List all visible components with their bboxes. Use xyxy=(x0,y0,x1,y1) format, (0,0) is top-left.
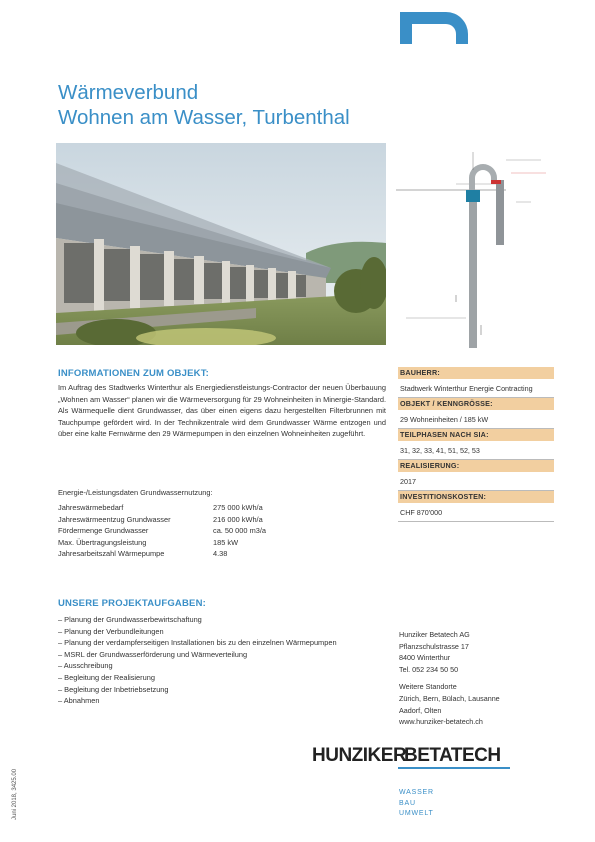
list-item: – MSRL der Grundwasserförderung und Wärmeverteilung xyxy=(58,649,248,659)
title-line-1: Wärmeverbund xyxy=(58,81,199,104)
list-item: – Planung der verdampferseitigen Installationen bis zu den einzelnen Wärmepumpen xyxy=(58,638,337,648)
tagline-1: WASSER xyxy=(399,789,434,796)
website-link[interactable]: www.hunziker-betatech.ch xyxy=(399,717,483,727)
logo-mark-icon xyxy=(400,12,468,44)
tasks-heading: UNSERE PROJEKTAUFGABEN: xyxy=(58,598,206,609)
tagline-3: UMWELT xyxy=(399,810,434,817)
page-title xyxy=(58,80,350,130)
energy-row xyxy=(58,548,333,560)
energy-value: 216 000 kWh/a xyxy=(213,514,263,524)
info-value-costs: CHF 870'000 xyxy=(398,503,554,522)
project-info-box xyxy=(398,367,554,522)
info-label-object: OBJEKT / KENNGRÖSSE: xyxy=(398,398,554,410)
energy-label: Fördermenge Grundwasser xyxy=(58,526,149,536)
energy-row xyxy=(58,525,333,537)
energy-value: 185 kW xyxy=(213,537,239,547)
document-code: Juni 2018, 3425.00 xyxy=(12,768,18,820)
brand-right: BETATECH xyxy=(404,745,501,766)
other-locations-label: Weitere Standorte xyxy=(399,682,457,692)
building-photo xyxy=(56,143,386,345)
company-name: Hunziker Betatech AG xyxy=(399,630,470,639)
info-value-client: Stadtwerk Winterthur Energie Contracting xyxy=(398,379,554,398)
energy-row xyxy=(58,537,333,549)
tagline-2: BAU xyxy=(399,799,416,807)
object-info-text: Im Auftrag des Stadtwerks Winterthur als Energiedienstleistungs-Contractor der neuen Überbauung „Wohnen am Wasser“ planen wir die Wärmeversorgung für 29 Wohneinheiten in Minergie-Standard. Als Wärmequelle dient Grundwasser, das über einen eigens dazu hergestellten Filterbrunnen mit Tauchpumpe gefördert wird. In der Technikzentrale wird dem Grundwasser Wärme entzogen und über eine kalte Fernwärme den 29 Wärmepumpen in den einzelnen Wohneinheiten zugeführt. xyxy=(58,383,386,439)
list-item: – Begleitung der Inbetriebsetzung xyxy=(58,684,169,694)
info-label-costs: INVESTITIONSKOSTEN: xyxy=(398,491,554,503)
list-item: – Begleitung der Realisierung xyxy=(58,672,155,682)
list-item: – Abnahmen xyxy=(58,696,100,706)
energy-row xyxy=(58,502,333,514)
street: Pflanzschulstrasse 17 xyxy=(399,641,469,651)
other-locations-2: Aadorf, Olten xyxy=(399,705,442,715)
brand-underline xyxy=(398,767,510,769)
tasks-list xyxy=(58,614,388,707)
title-line-2: Wohnen am Wasser, Turbenthal xyxy=(58,106,350,129)
energy-label: Max. Übertragungsleistung xyxy=(58,537,147,547)
brand-left: HUNZIKER xyxy=(312,745,407,766)
brand-logo xyxy=(312,745,512,771)
energy-row xyxy=(58,514,333,526)
info-value-realization: 2017 xyxy=(398,472,554,491)
contact-block xyxy=(399,629,500,728)
list-item: – Planung der Verbundleitungen xyxy=(58,626,164,636)
energy-value: ca. 50 000 m3/a xyxy=(213,526,267,536)
brand-tagline xyxy=(399,788,434,820)
info-label-client: BAUHERR: xyxy=(398,367,554,379)
energy-label: Jahreswärmebedarf xyxy=(58,503,124,512)
phone: Tel. 052 234 50 50 xyxy=(399,664,459,674)
energy-value: 4.38 xyxy=(213,549,228,559)
city: 8400 Winterthur xyxy=(399,653,451,663)
well-diagram xyxy=(396,140,556,350)
energy-value: 275 000 kWh/a xyxy=(213,503,263,512)
energy-data-title: Energie-/Leistungsdaten Grundwassernutzung: xyxy=(58,488,213,497)
info-label-realization: REALISIERUNG: xyxy=(398,460,554,472)
info-value-object: 29 Wohneinheiten / 185 kW xyxy=(398,410,554,429)
object-info-heading: INFORMATIONEN ZUM OBJEKT: xyxy=(58,368,210,379)
energy-data-table xyxy=(58,502,333,560)
info-label-phases: TEILPHASEN NACH SIA: xyxy=(398,429,554,441)
info-value-phases: 31, 32, 33, 41, 51, 52, 53 xyxy=(398,441,554,460)
other-locations-1: Zürich, Bern, Bülach, Lausanne xyxy=(399,693,500,703)
list-item: – Ausschreibung xyxy=(58,661,113,671)
energy-label: Jahreswärmeentzug Grundwasser xyxy=(58,514,171,524)
energy-label: Jahresarbeitszahl Wärmepumpe xyxy=(58,549,165,559)
list-item: – Planung der Grundwasserbewirtschaftung xyxy=(58,615,202,624)
